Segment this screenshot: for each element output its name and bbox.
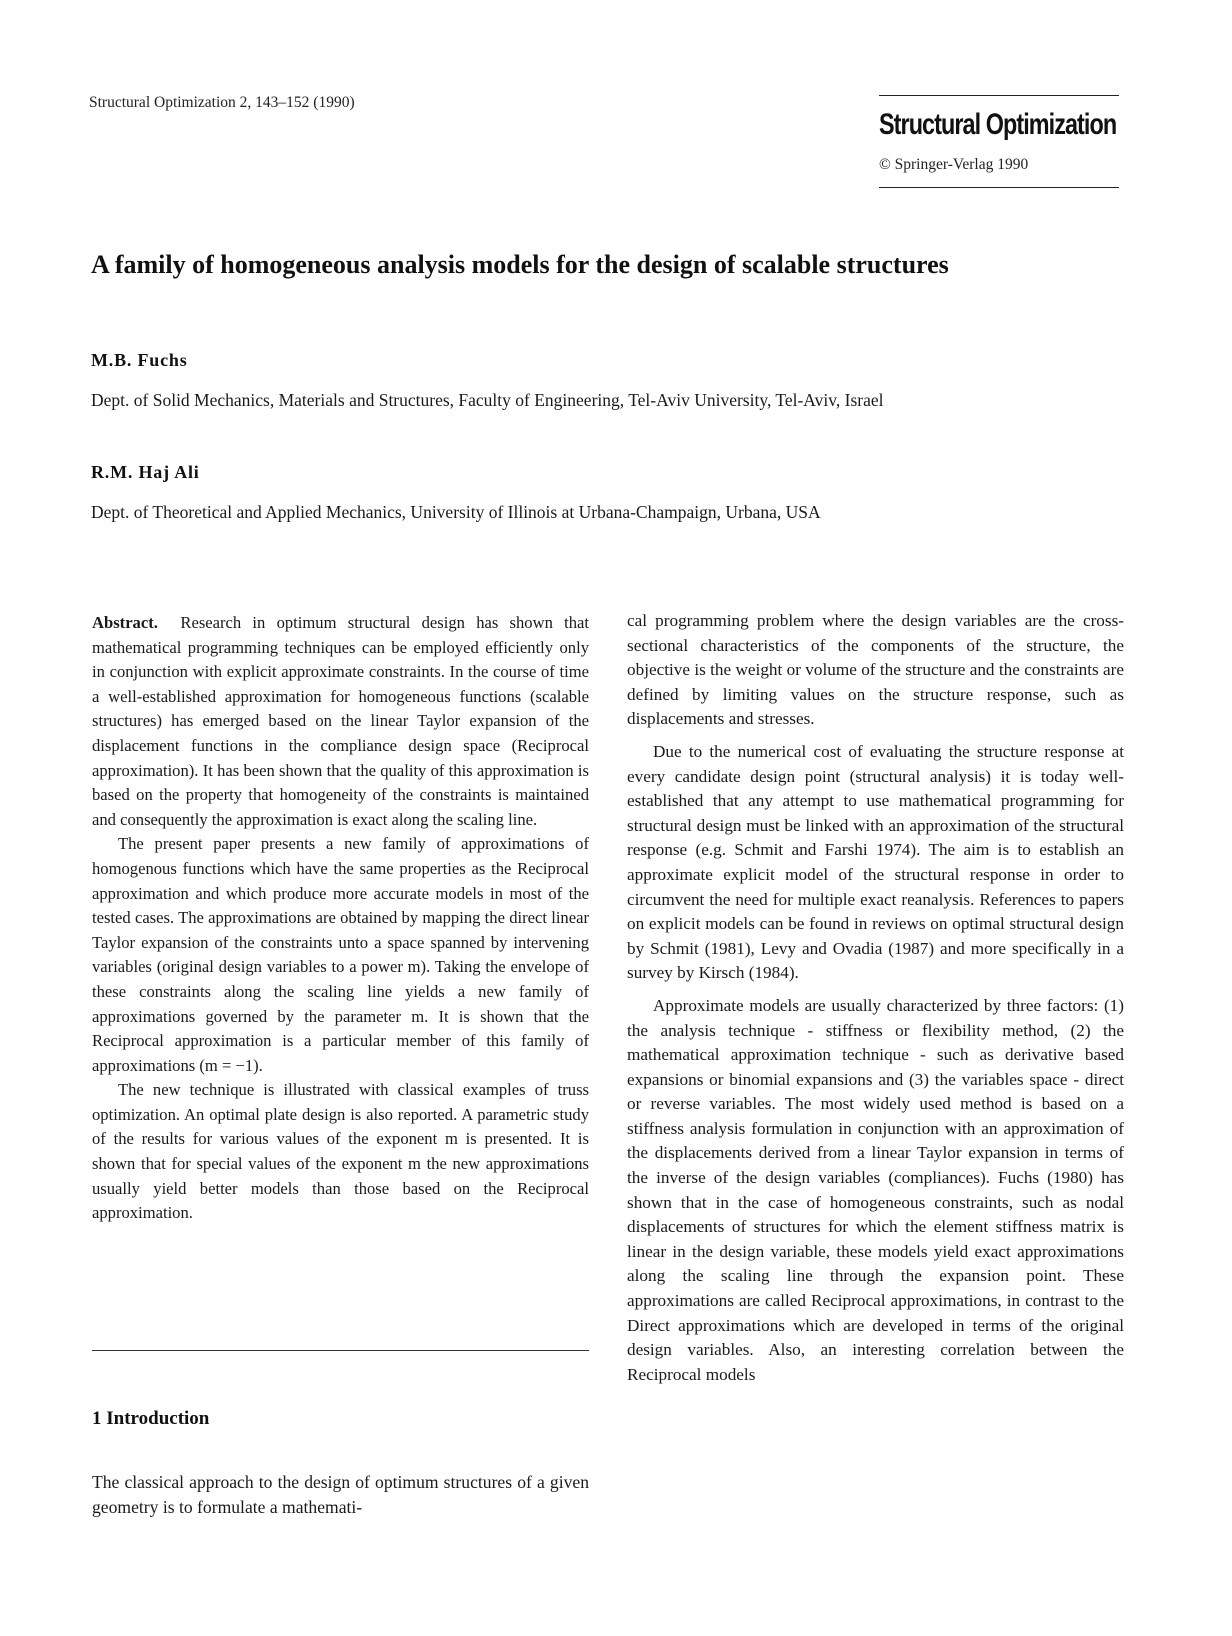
author-affiliation: Dept. of Solid Mechanics, Materials and Structures, Faculty of Engineering, Tel-Aviv University, Tel-Aviv, Israel bbox=[91, 390, 884, 410]
section-heading: 1 Introduction bbox=[92, 1408, 210, 1429]
journal-citation: Structural Optimization 2, 143–152 (1990) bbox=[89, 94, 355, 111]
section-divider bbox=[92, 1350, 589, 1351]
body-paragraph: cal programming problem where the design variables are the cross-sectional characteristics of the components of the structure, the objective is the weight or volume of the structure and the constraints are defined by limiting values on the structure response, such as displacements and stresses. bbox=[627, 611, 1124, 729]
introduction-start bbox=[92, 1470, 589, 1520]
abstract-paragraph: The new technique is illustrated with classical examples of truss optimization. An optimal plate design is also reported. A parametric study of the results for various values of the exponent m is presented. It is shown that for special values of the exponent m the new approximations usually yield better models than those based on the Reciprocal approximation. bbox=[92, 1080, 589, 1223]
abstract-paragraph bbox=[92, 611, 589, 832]
journal-masthead bbox=[879, 95, 1119, 188]
author-name: M.B. Fuchs bbox=[91, 350, 188, 370]
abstract-text: Research in optimum structural design has shown that mathematical programming techniques can be employed efficiently only in conjunction with explicit approximate constraints. In the course of time a well-established approximation for homogeneous functions (scalable structures) has emerged based on the linear Taylor expansion of the displacement functions in the compliance design space (Reciprocal approximation). It has been shown that the quality of this approximation is based on the property that homogeneity of the constraints is maintained and consequently the approximation is exact along the scaling line. bbox=[92, 613, 590, 829]
author-name: R.M. Haj Ali bbox=[91, 462, 200, 482]
copyright: © Springer-Verlag 1990 bbox=[879, 156, 1029, 173]
right-column bbox=[627, 609, 1124, 1387]
body-paragraph: The classical approach to the design of optimum structures of a given geometry is to formulate a mathemati- bbox=[92, 1472, 589, 1517]
body-paragraph: Due to the numerical cost of evaluating the structure response at every candidate design point (structural analysis) it is today well-established that any attempt to use mathematical programming for structural design must be linked with an approximation of the structural response (e.g. Schmit and Farshi 1974). The aim is to establish an approximate explicit model of the structural response in order to circumvent the need for multiple exact reanalysis. References to papers on explicit models can be found in reviews on optimal structural design by Schmit (1981), Levy and Ovadia (1987) and more specifically in a survey by Kirsch (1984). bbox=[627, 741, 1124, 983]
abstract bbox=[92, 611, 589, 1226]
journal-name: Structural Optimization bbox=[879, 108, 1117, 141]
paper-title: A family of homogeneous analysis models for the design of scalable structures bbox=[91, 250, 949, 279]
author-affiliation: Dept. of Theoretical and Applied Mechanics, University of Illinois at Urbana-Champaign, Urbana, USA bbox=[91, 502, 821, 522]
abstract-label: Abstract. bbox=[92, 613, 158, 632]
abstract-paragraph: The present paper presents a new family of approximations of homogenous functions which have the same properties as the Reciprocal approximation and which produce more accurate models in most of the tested cases. The approximations are obtained by mapping the direct linear Taylor expansion of the constraints unto a space spanned by intervening variables (original design variables to a power m). Taking the envelope of these constraints along the scaling line yields a new family of approximations governed by the parameter m. It is shown that the Reciprocal approximation is a particular member of this family of approximations (m = −1). bbox=[92, 834, 589, 1075]
body-paragraph: Approximate models are usually characterized by three factors: (1) the analysis technique - stiffness or flexibility method, (2) the mathematical approximation technique - such as derivative based expansions or binomial expansions and (3) the variables space - direct or reverse variables. The most widely used method is based on a stiffness analysis formulation in conjunction with an approximation of the displacements derived from a linear Taylor expansion in terms of the inverse of the design variables (compliances). Fuchs (1980) has shown that in the case of homogeneous constraints, such as nodal displacements of structures for which the element stiffness matrix is linear in the design variable, these models yield exact approximations along the scaling line through the expansion point. These approximations are called Reciprocal approximations, in contrast to the Direct approximations which are developed in terms of the original design variables. Also, an interesting correlation between the Reciprocal models bbox=[627, 995, 1124, 1384]
